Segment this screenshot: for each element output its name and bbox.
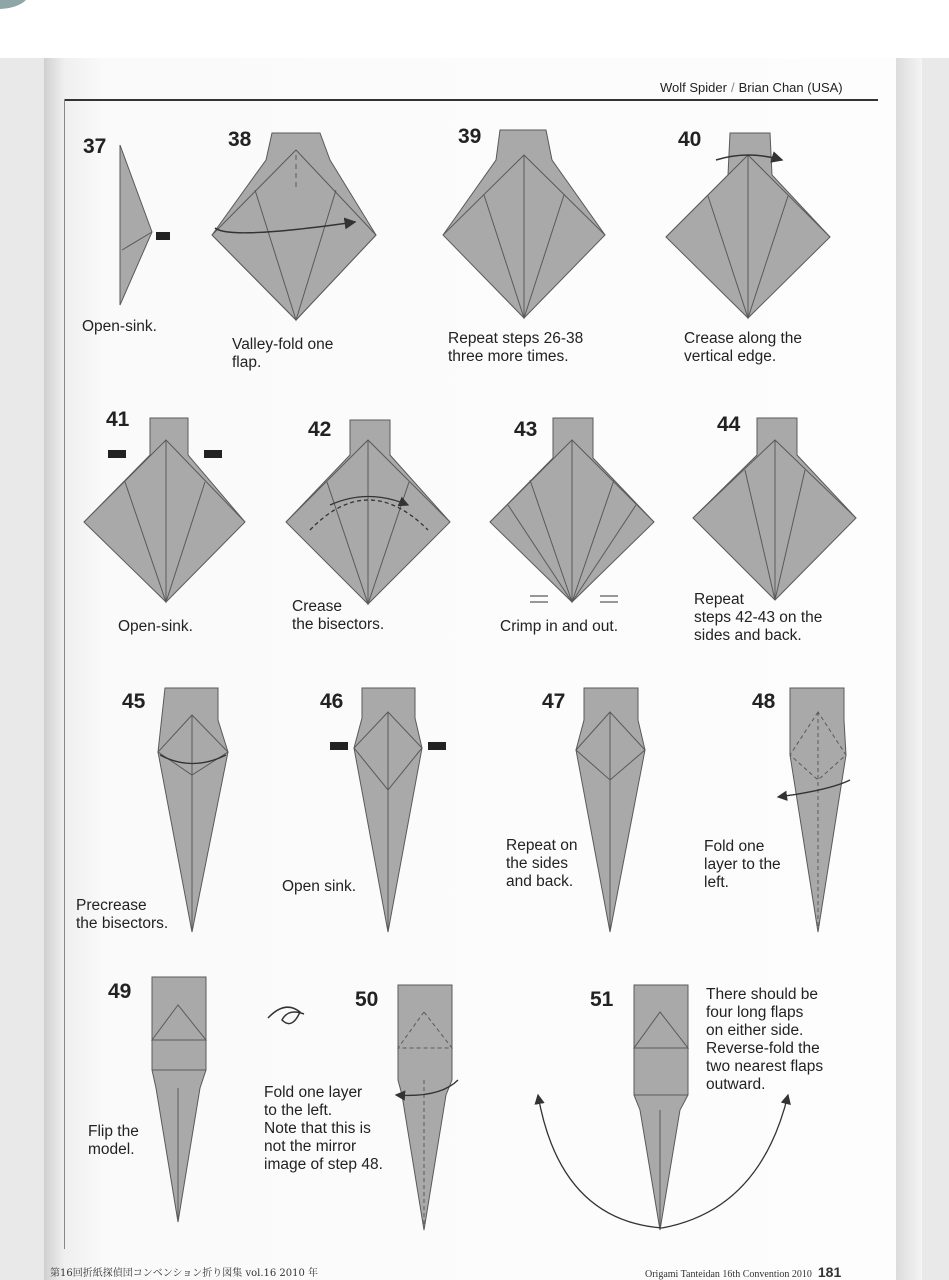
footer-japanese-title: 第16回折紙探偵団コンベンション折り図集 vol.16 2010 年 xyxy=(50,1268,319,1279)
push-arrow-icon xyxy=(204,450,222,458)
step-caption: Crimp in and out. xyxy=(500,618,619,635)
step-49-diagram xyxy=(152,977,206,1222)
step-37-diagram xyxy=(120,145,170,305)
step-caption: Open-sink. xyxy=(118,618,193,635)
step-50-diagram xyxy=(396,985,458,1230)
step-40-diagram xyxy=(666,133,830,318)
step-caption: Repeat steps 42-43 on the sides and back. xyxy=(694,591,823,644)
step-47-diagram xyxy=(576,688,645,932)
step-number: 38 xyxy=(228,128,252,151)
push-arrow-icon xyxy=(156,232,170,240)
step-caption: Precrease the bisectors. xyxy=(76,897,169,932)
step-number: 48 xyxy=(752,690,776,713)
step-number: 50 xyxy=(355,988,379,1011)
step-number: 37 xyxy=(83,135,107,158)
step-number: 42 xyxy=(308,418,332,441)
model-name: Wolf Spider xyxy=(660,80,727,95)
step-42-diagram xyxy=(286,420,450,604)
step-caption: Valley-fold one flap. xyxy=(232,336,334,371)
author-name: Brian Chan (USA) xyxy=(738,80,843,95)
step-43-diagram xyxy=(490,418,654,602)
step-number: 41 xyxy=(106,408,130,431)
step-39-diagram xyxy=(443,130,605,318)
step-number: 44 xyxy=(717,413,741,436)
step-number: 39 xyxy=(458,125,482,148)
step-number: 45 xyxy=(122,690,146,713)
step-caption: There should be four long flaps on either side. Reverse-fold the two nearest flaps outward. xyxy=(706,986,824,1093)
step-caption: Repeat steps 26-38 three more times. xyxy=(448,330,584,365)
push-arrow-icon xyxy=(330,742,348,750)
step-45-diagram xyxy=(158,688,228,932)
step-48-diagram xyxy=(778,688,850,932)
header-separator: / xyxy=(730,80,735,95)
step-41-diagram xyxy=(84,418,245,602)
footer-english-title xyxy=(645,1264,841,1280)
page-number: 181 xyxy=(817,1264,842,1280)
push-arrow-icon xyxy=(108,450,126,458)
step-caption: Crease along the vertical edge. xyxy=(684,330,803,365)
flip-icon xyxy=(268,1007,304,1023)
step-caption: Fold one layer to the left. xyxy=(704,838,781,891)
step-caption: Open-sink. xyxy=(82,318,157,335)
footer-title-text: Origami Tanteidan 16th Convention 2010 xyxy=(645,1269,812,1280)
push-arrow-icon xyxy=(428,742,446,750)
step-38-diagram xyxy=(212,133,376,320)
step-caption: Flip the model. xyxy=(88,1123,139,1158)
step-caption: Crease the bisectors. xyxy=(292,598,385,633)
step-number: 46 xyxy=(320,690,344,713)
step-caption: Fold one layer to the left. Note that this is not the mirror image of step 48. xyxy=(264,1084,383,1173)
step-caption: Repeat on the sides and back. xyxy=(506,837,578,890)
step-44-diagram xyxy=(693,418,856,600)
step-number: 51 xyxy=(590,988,614,1011)
step-number: 40 xyxy=(678,128,702,151)
step-number: 49 xyxy=(108,980,132,1003)
step-number: 43 xyxy=(514,418,538,441)
step-caption: Open sink. xyxy=(282,878,357,895)
step-number: 47 xyxy=(542,690,566,713)
